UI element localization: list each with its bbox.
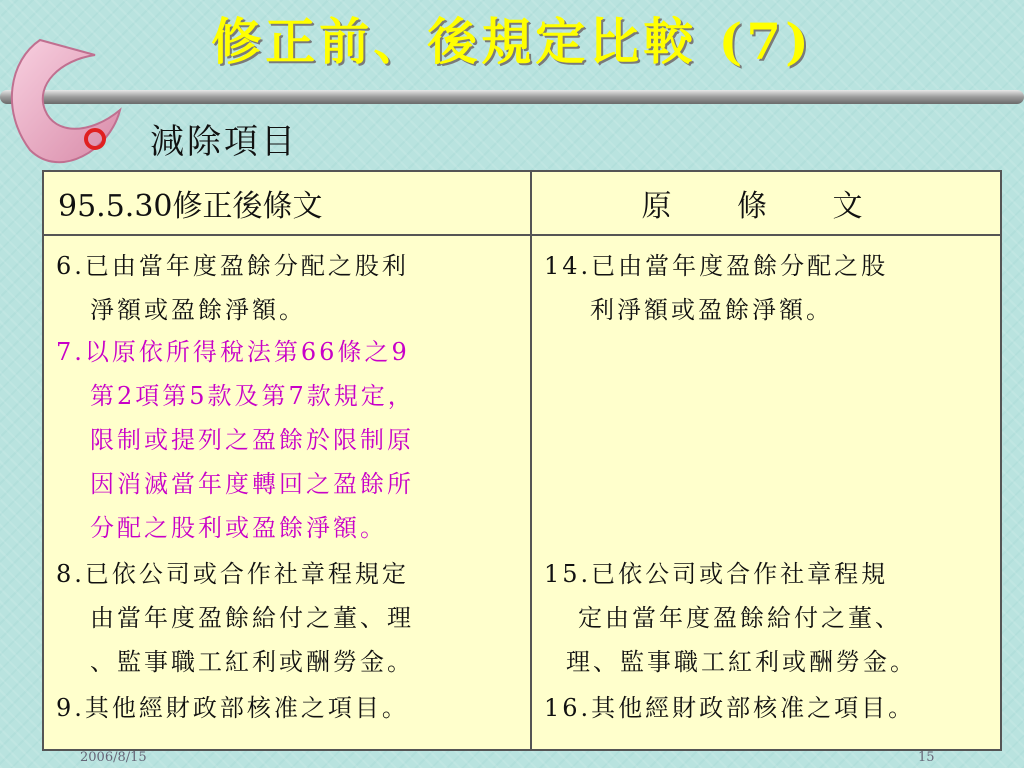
list-item: 9.其他經財政部核准之項目。 (56, 694, 409, 722)
comparison-table (42, 170, 1002, 751)
header-original: 原 條 文 (531, 171, 1001, 235)
bullet-icon (84, 128, 106, 150)
amended-column (43, 235, 531, 750)
slide-title: 修正前、後規定比較 (7) (211, 12, 813, 71)
list-item: 16.其他經財政部核准之項目。 (544, 694, 916, 722)
divider-line (0, 90, 1024, 104)
list-item: 14.已由當年度盈餘分配之股 利淨額或盈餘淨額。 (544, 252, 889, 324)
table-header-row (43, 171, 1001, 235)
list-item-highlighted: 7.以原依所得稅法第66條之9 第2項第5款及第7款規定， 限制或提列之盈餘於限制原 因消滅當年度轉回之盈餘所 分配之股利或盈餘淨額。 (56, 338, 415, 542)
list-item: 8.已依公司或合作社章程規定 由當年度盈餘給付之董、理 、監事職工紅利或酬勞金。 (56, 560, 414, 676)
section-heading: 減除項目 (150, 122, 298, 162)
footer-date: 2006/8/15 (80, 750, 147, 765)
original-column (531, 235, 1001, 750)
table-body-row (43, 235, 1001, 750)
page-number: 15 (918, 750, 935, 765)
list-item: 15.已依公司或合作社章程規 定由當年度盈餘給付之董、 理、監事職工紅利或酬勞金。 (544, 560, 917, 676)
list-item: 6.已由當年度盈餘分配之股利 淨額或盈餘淨額。 (56, 252, 409, 324)
header-amended: 95.5.30修正後條文 (43, 171, 531, 235)
